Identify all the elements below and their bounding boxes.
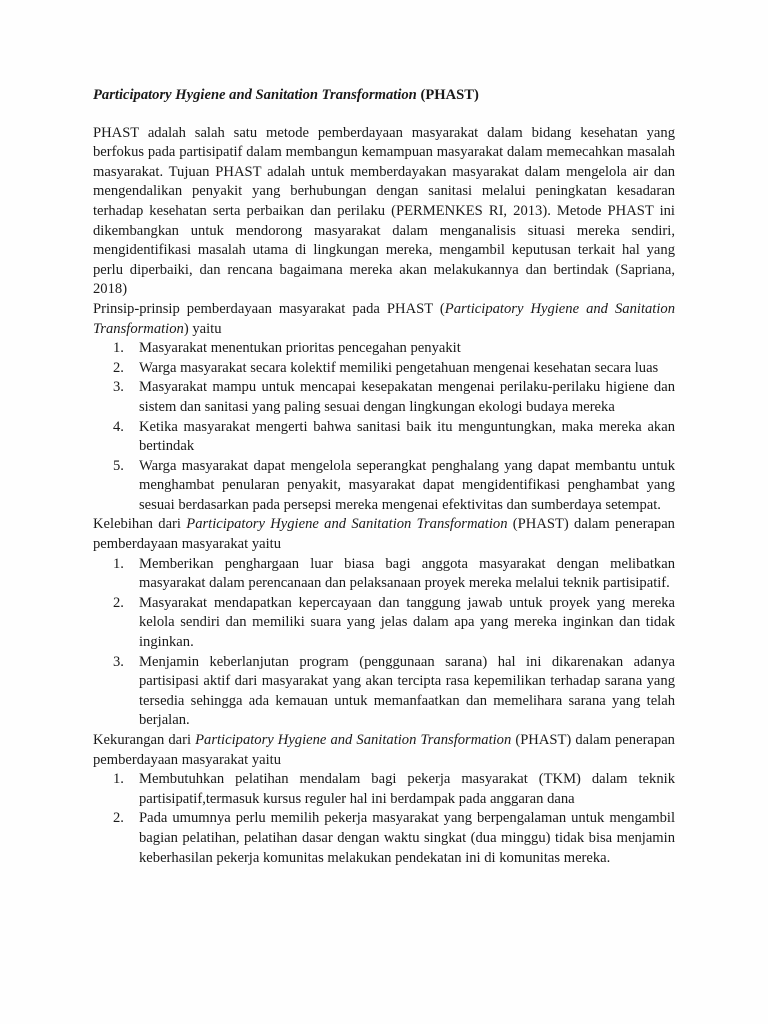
list-item: [93, 594, 675, 653]
principles-lead-a: Prinsip-prinsip pemberdayaan masyarakat pada PHAST (: [93, 300, 445, 317]
list-text: Ketika masyarakat mengerti bahwa sanitasi baik itu menguntungkan, maka mereka akan bertindak: [139, 418, 675, 455]
disadvantages-list: [93, 770, 675, 868]
list-number: 3.: [113, 379, 124, 396]
advantages-lead-a: Kelebihan dari: [93, 516, 187, 533]
list-text: Memberikan penghargaan luar biasa bagi anggota masyarakat dengan melibatkan masyarakat dalam perencanaan dan pelaksanaan proyek mereka melalui teknik partisipatif.: [139, 555, 675, 592]
list-item: [93, 359, 675, 379]
list-item: [93, 378, 675, 417]
list-text: Warga masyarakat dapat mengelola seperangkat penghalang yang dapat membantu untuk menghambat penularan penyakit, masyarakat dapat mengidentifikasi penghambat yang sesuai berdasarkan pada persepsi mereka mengenai efektivitas dan sumberdaya setempat.: [139, 457, 675, 513]
principles-lead: [93, 300, 675, 339]
advantages-lead: [93, 515, 675, 554]
principles-lead-b: ) yaitu: [183, 320, 222, 337]
list-text: Menjamin keberlanjutan program (penggunaan sarana) hal ini dikarenakan adanya partisipasi aktif dari masyarakat yang akan tercipta rasa kepemilikan terhadap sarana yang tersedia sehingga ada kemauan untuk memanfaatkan dan memelihara sarana yang telah berjalan.: [139, 653, 675, 729]
list-item: [93, 770, 675, 809]
list-number: 4.: [113, 418, 124, 435]
list-number: 1.: [113, 771, 124, 788]
principles-list: [93, 339, 675, 515]
list-number: 2.: [113, 359, 124, 376]
list-text: Membutuhkan pelatihan mendalam bagi pekerja masyarakat (TKM) dalam teknik partisipatif,termasuk kursus reguler hal ini berdampak pada anggaran dana: [139, 771, 675, 807]
list-item: [93, 555, 675, 594]
title-suffix: (PHAST): [416, 87, 479, 103]
document-body: [93, 86, 675, 868]
disadvantages-lead-a: Kekurangan dari: [93, 732, 196, 748]
principles-lead-italic: Participatory Hygiene and Sanitation Transformation: [93, 300, 675, 337]
list-item: [93, 339, 675, 359]
list-text: Masyarakat menentukan prioritas pencegahan penyakit: [139, 340, 461, 357]
list-number: 1.: [113, 555, 124, 572]
advantages-lead-italic: Participatory Hygiene and Sanitation Transformation: [186, 516, 508, 533]
advantages-list: [93, 555, 675, 731]
intro-paragraph: PHAST adalah salah satu metode pemberdayaan masyarakat dalam bidang kesehatan yang berfokus pada partisipatif dalam membangun kemampuan masyarakat dalam memecahkan masalah masyarakat. Tujuan PHAST adalah untuk memberdayakan masyarakat dalam mengelola air dan mengendalikan penyakit yang berhubungan dengan sanitasi melalui peningkatan kesadaran terhadap kesehatan serta perbaikan dan perilaku (PERMENKES RI, 2013). Metode PHAST ini dikembangkan untuk mendorong masyarakat dalam menganalisis situasi mereka sendiri, mengidentifikasi masalah utama di lingkungan mereka, mengambil keputusan terkait hal yang perlu diperbaiki, dan rencana bagaimana mereka akan melakukannya dan bertindak (Sapriana, 2018): [93, 124, 675, 298]
list-text: Masyarakat mampu untuk mencapai kesepakatan mengenai perilaku-perilaku higiene dan sistem dan sanitasi yang paling sesuai dengan lingkungan ekologi budaya mereka: [139, 379, 675, 415]
advantages-lead-b: (PHAST) dalam penerapan pemberdayaan masyarakat yaitu: [93, 516, 675, 553]
list-number: 2.: [113, 810, 124, 827]
list-item: [93, 418, 675, 457]
list-item: [93, 457, 675, 516]
list-number: 5.: [113, 457, 124, 474]
list-number: 3.: [113, 653, 124, 670]
disadvantages-lead: [93, 731, 675, 770]
list-item: [93, 653, 675, 731]
list-number: 2.: [113, 594, 124, 611]
list-text: Warga masyarakat secara kolektif memiliki pengetahuan mengenai kesehatan secara luas: [139, 359, 659, 376]
list-number: 1.: [113, 340, 124, 357]
document-title: [93, 86, 675, 106]
disadvantages-lead-b: (PHAST) dalam penerapan pemberdayaan masyarakat yaitu: [93, 732, 675, 768]
list-text: Masyarakat mendapatkan kepercayaan dan tanggung jawab untuk proyek yang mereka kelola sendiri dan memiliki suara yang jelas dalam apa yang mereka inginkan dan tidak inginkan.: [139, 594, 675, 651]
list-item: [93, 809, 675, 868]
list-text: Pada umumnya perlu memilih pekerja masyarakat yang berpengalaman untuk mengambil bagian pelatihan, pelatihan dasar dengan waktu singkat (dua minggu) tidak bisa menjamin keberhasilan pekerja komunitas melakukan pendekatan ini di komunitas mereka.: [139, 810, 675, 866]
disadvantages-lead-italic: Participatory Hygiene and Sanitation Transformation: [195, 732, 512, 748]
title-italic: Participatory Hygiene and Sanitation Transformation: [93, 87, 417, 103]
